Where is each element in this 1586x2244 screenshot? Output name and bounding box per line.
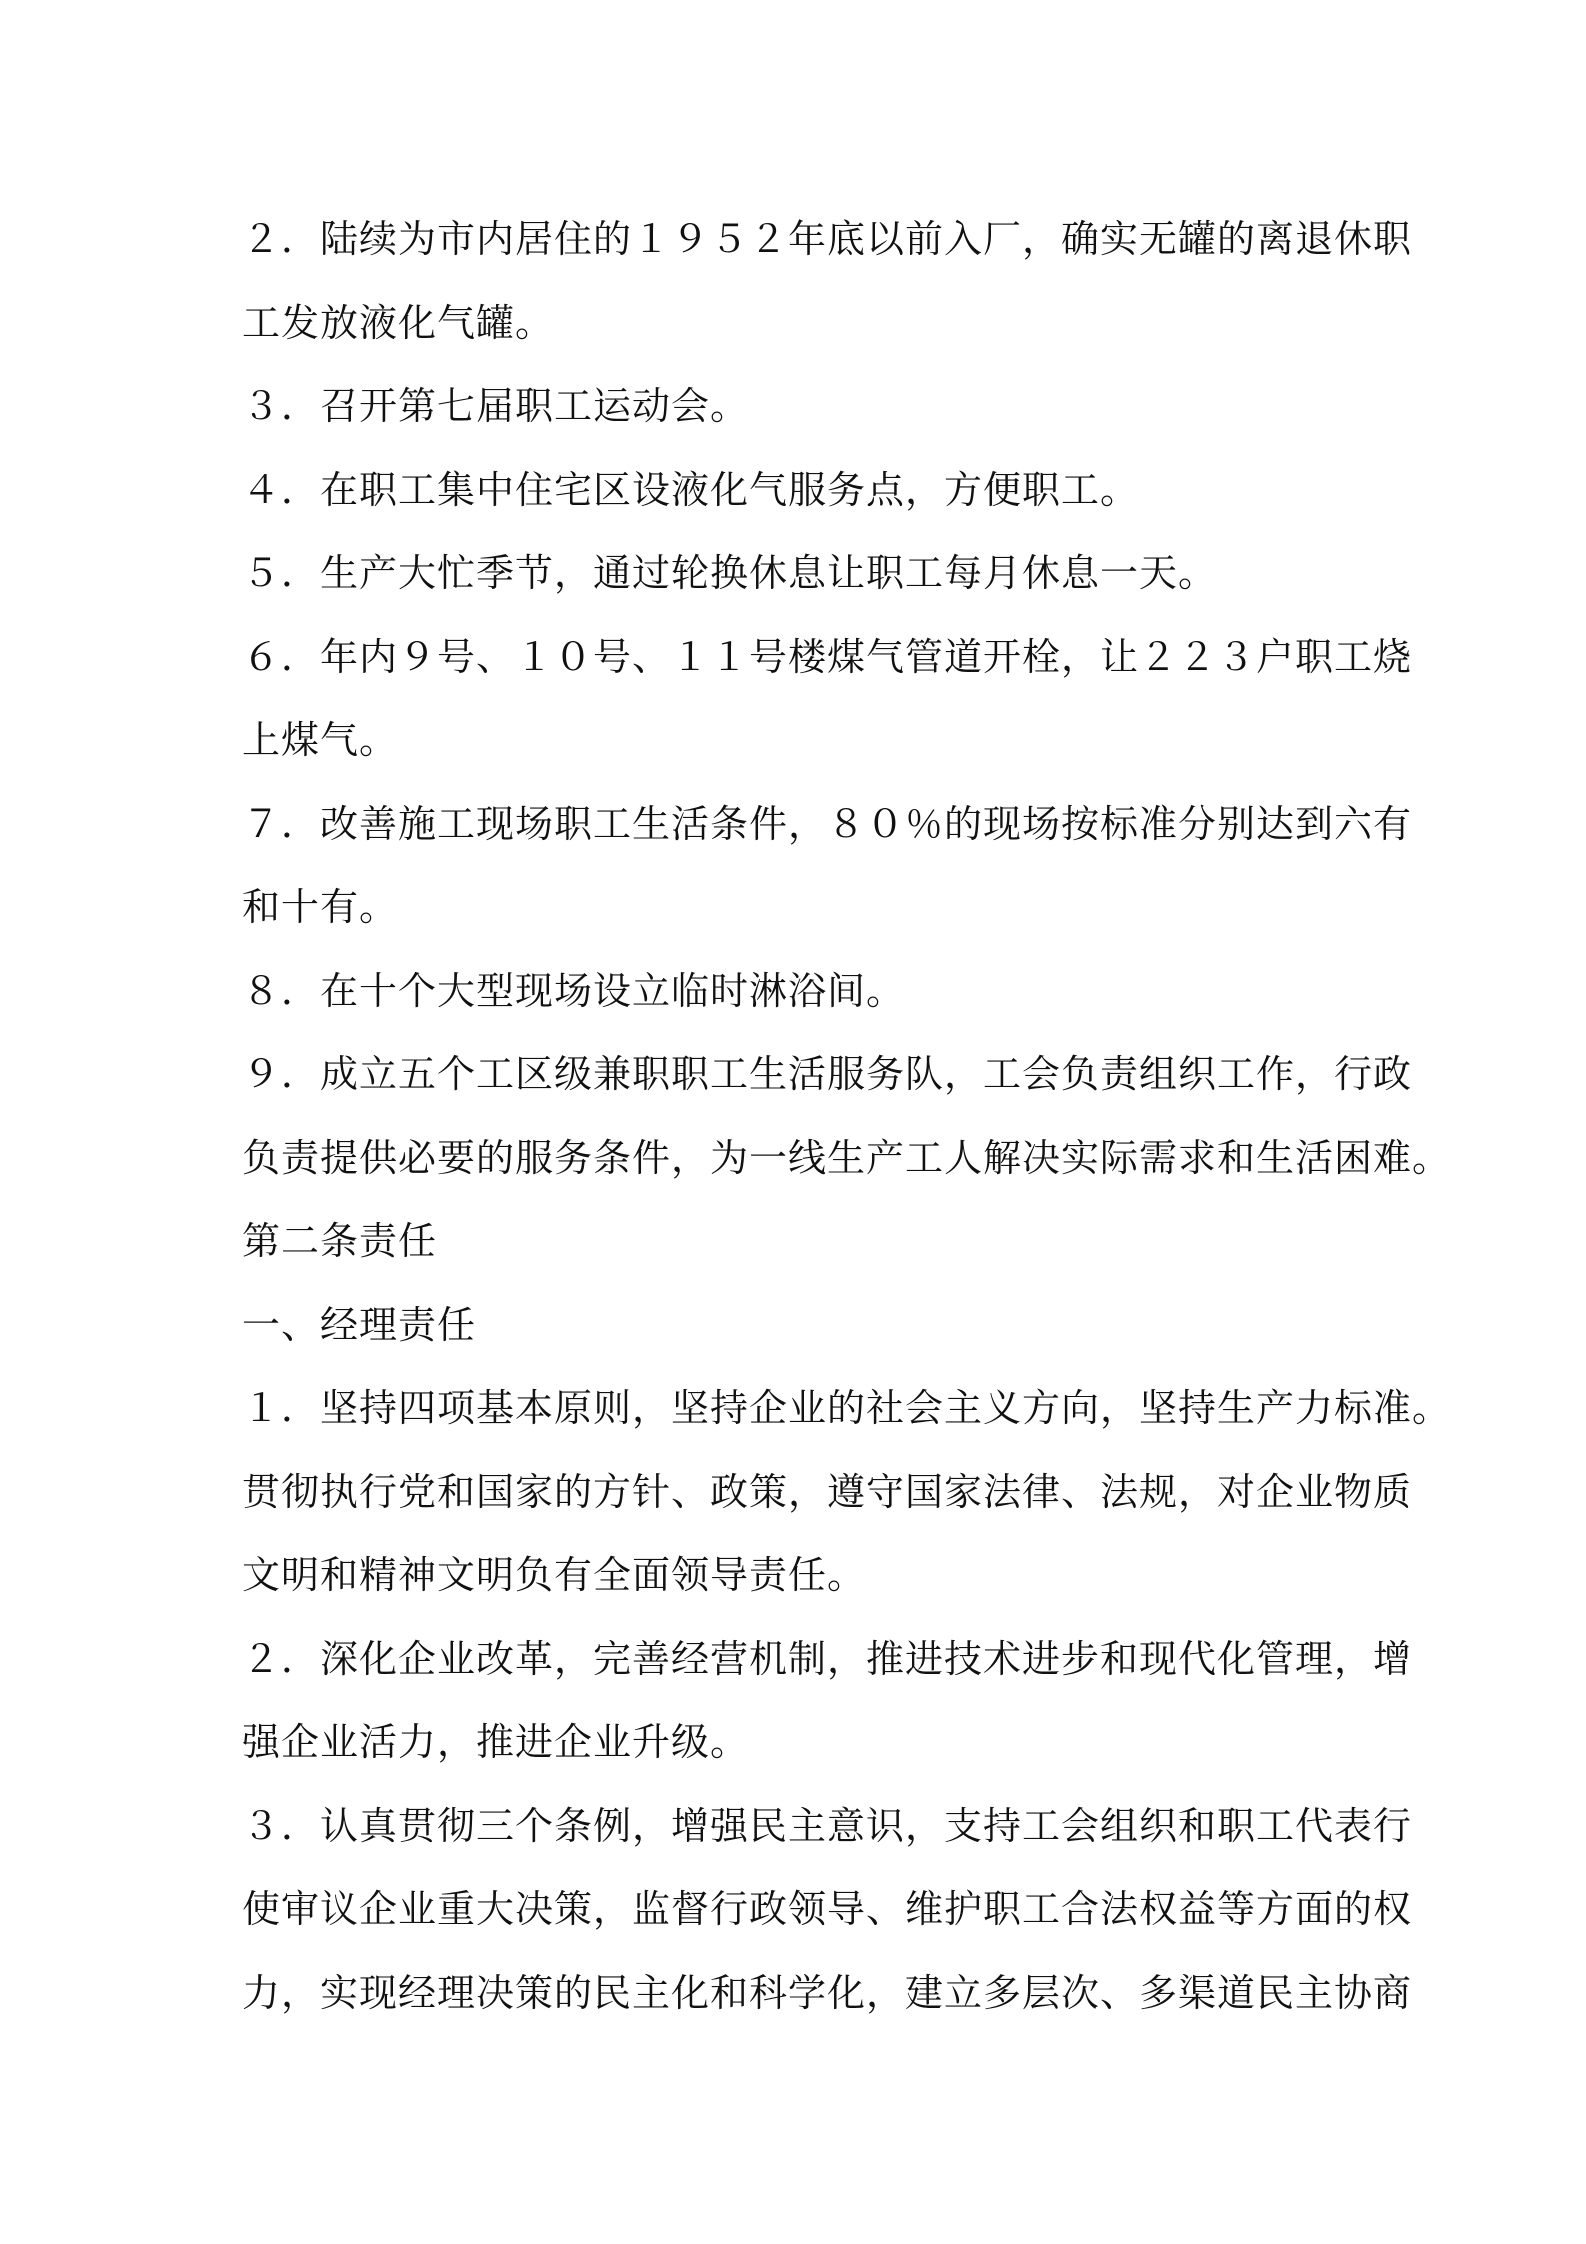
text-line: ７．改善施工现场职工生活条件，８０％的现场按标准分别达到六有 bbox=[242, 801, 1413, 846]
text-line: 上煤气。 bbox=[242, 718, 399, 762]
text-line: ５．生产大忙季节，通过轮换休息让职工每月休息一天。 bbox=[242, 551, 1218, 595]
text-line: ３．召开第七届职工运动会。 bbox=[242, 384, 750, 428]
text-line: ６．年内９号、１０号、１１号楼煤气管道开栓，让２２３户职工烧 bbox=[242, 634, 1413, 679]
text-line: ４．在职工集中住宅区设液化气服务点，方便职工。 bbox=[242, 467, 1140, 512]
section-heading: 第二条责任 bbox=[242, 1219, 438, 1263]
text-line: ８．在十个大型现场设立临时淋浴间。 bbox=[242, 968, 906, 1013]
text-line: 强企业活力，推进企业升级。 bbox=[242, 1720, 750, 1764]
text-line: 贯彻执行党和国家的方针、政策，遵守国家法律、法规，对企业物质 bbox=[242, 1469, 1413, 1514]
text-line: ２．陆续为市内居住的１９５２年底以前入厂，确实无罐的离退休职 bbox=[242, 217, 1413, 261]
text-line: 负责提供必要的服务条件，为一线生产工人解决实际需求和生活困难。 bbox=[242, 1135, 1452, 1180]
text-line: １．坚持四项基本原则，坚持企业的社会主义方向，坚持生产力标准。 bbox=[242, 1386, 1452, 1430]
text-line: 和十有。 bbox=[242, 885, 399, 929]
document-body bbox=[242, 198, 1452, 2035]
text-line: 文明和精神文明负有全面领导责任。 bbox=[242, 1553, 867, 1597]
text-line: 工发放液化气罐。 bbox=[242, 300, 555, 345]
text-line: 力，实现经理决策的民主化和科学化，建立多层次、多渠道民主协商 bbox=[242, 1970, 1413, 2015]
subsection-heading: 一、经理责任 bbox=[242, 1302, 477, 1347]
text-line: 使审议企业重大决策，监督行政领导、维护职工合法权益等方面的权 bbox=[242, 1887, 1413, 1931]
text-line: ３．认真贯彻三个条例，增强民主意识，支持工会组织和职工代表行 bbox=[242, 1803, 1413, 1848]
text-line: ９．成立五个工区级兼职职工生活服务队，工会负责组织工作，行政 bbox=[242, 1052, 1413, 1096]
text-line: ２．深化企业改革，完善经营机制，推进技术进步和现代化管理，增 bbox=[242, 1636, 1413, 1681]
